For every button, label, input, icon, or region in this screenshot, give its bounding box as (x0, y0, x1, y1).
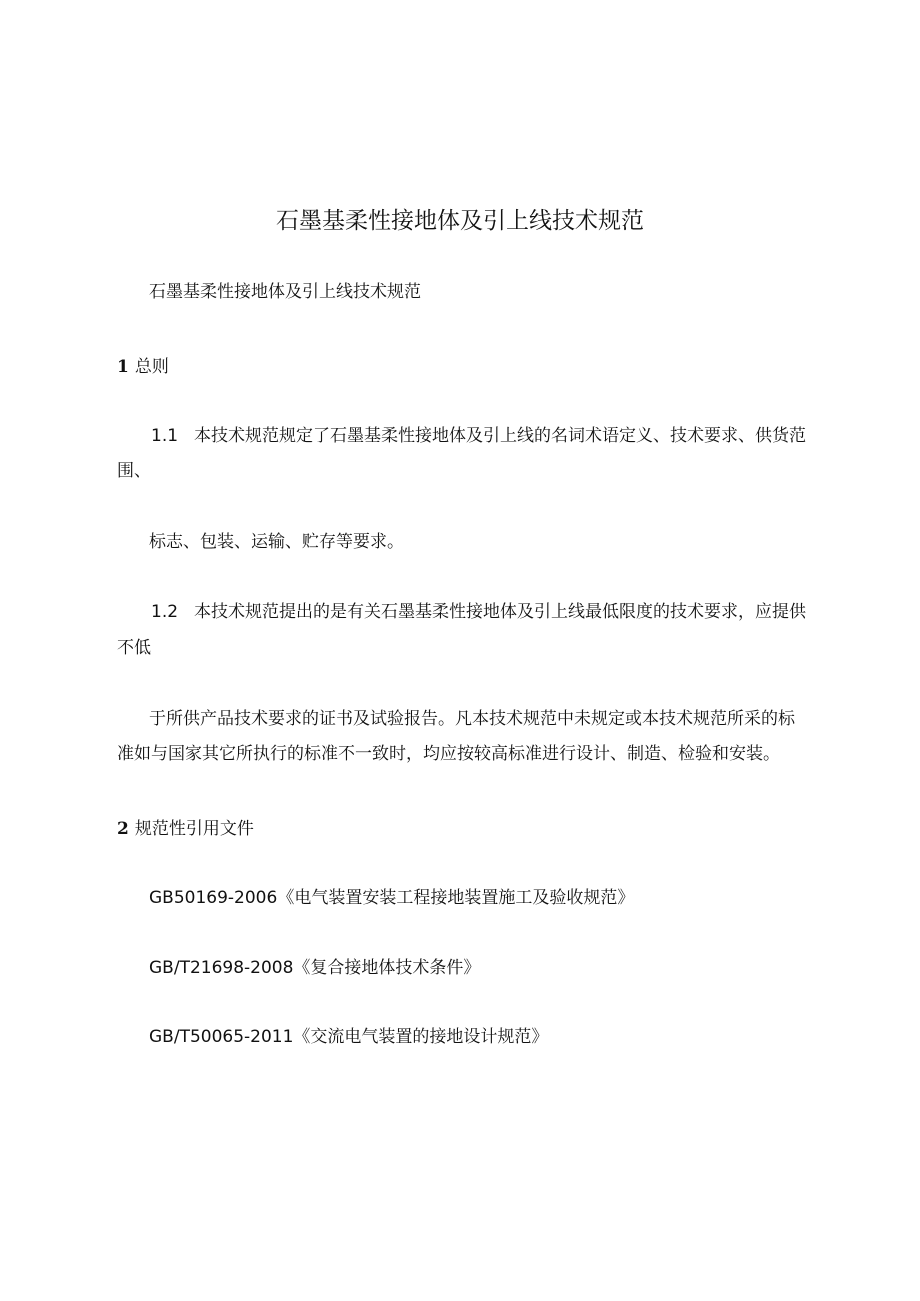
section-2-title: 规范性引用文件 (134, 819, 254, 839)
section-1-heading (117, 356, 169, 378)
paragraph-1-2-line-3: 于所供产品技术要求的证书及试验报告。凡本技术规范中未规定或本技术规范所采的标 (149, 709, 795, 729)
paragraph-1-2-line-4: 准如与国家其它所执行的标准不一致时，均应按较高标准进行设计、制造、检验和安装。 (117, 744, 780, 764)
paragraph-1-1-line-1 (151, 425, 806, 447)
paragraph-1-2-text: 本技术规范提出的是有关石墨基柔性接地体及引上线最低限度的技术要求，应提供 (194, 602, 807, 622)
section-1-title: 总则 (134, 357, 169, 377)
paragraph-1-2-number: 1.2 (151, 602, 179, 622)
section-2-number: 2 (117, 819, 129, 839)
paragraph-1-1-number: 1.1 (151, 426, 179, 446)
paragraph-1-1-line-2: 围、 (117, 461, 151, 481)
document-subtitle: 石墨基柔性接地体及引上线技术规范 (149, 282, 421, 302)
section-1-number: 1 (117, 357, 129, 377)
paragraph-1-1-text: 本技术规范规定了石墨基柔性接地体及引上线的名词术语定义、技术要求、供货范 (194, 426, 807, 446)
document-title: 石墨基柔性接地体及引上线技术规范 (276, 208, 644, 234)
paragraph-1-1-line-3: 标志、包装、运输、贮存等要求。 (149, 532, 404, 552)
paragraph-1-2-line-2: 不低 (117, 638, 151, 658)
reference-item: GB/T21698-2008《复合接地体技术条件》 (149, 958, 481, 978)
reference-item: GB50169-2006《电气装置安装工程接地装置施工及验收规范》 (149, 888, 635, 908)
reference-item: GB/T50065-2011《交流电气装置的接地设计规范》 (149, 1027, 549, 1047)
section-2-heading (117, 818, 254, 840)
paragraph-1-2-line-1 (151, 601, 806, 623)
